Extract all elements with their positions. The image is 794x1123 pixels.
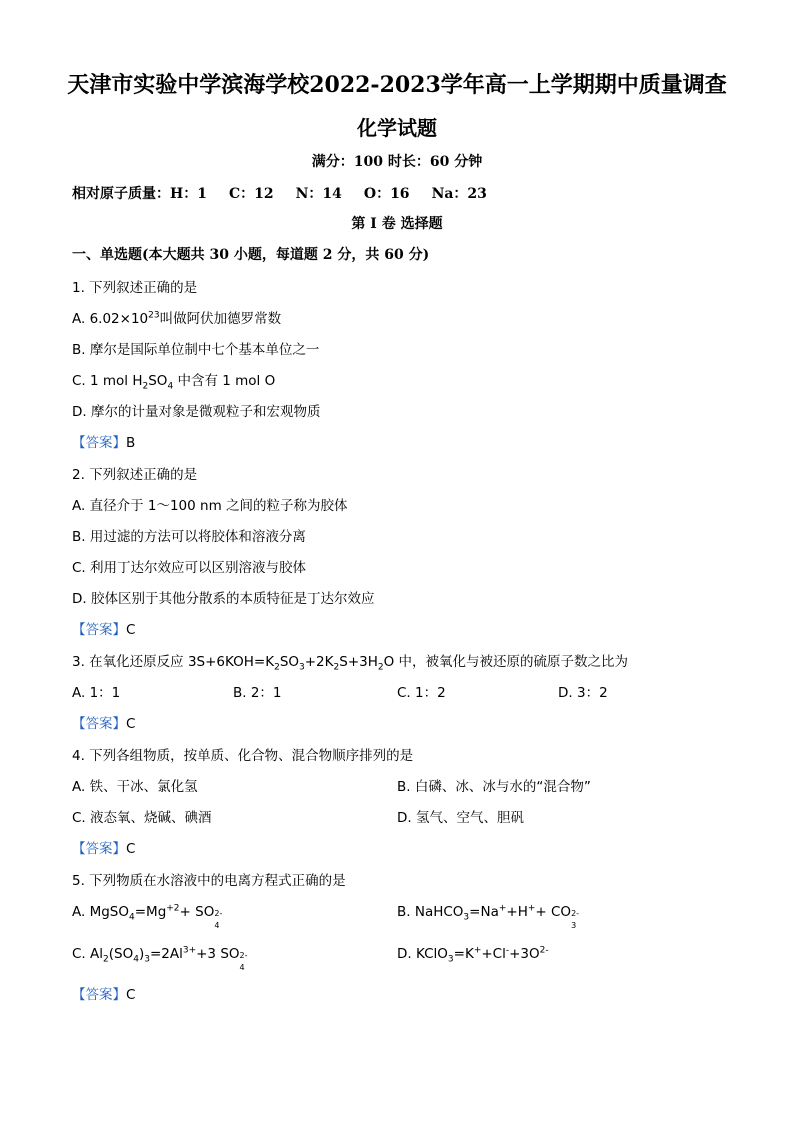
part-heading: 第 I 卷 选择题 xyxy=(351,216,443,232)
q5-option-c: C. $Al_2(SO_4)_3=2Al^{3+}+3$ SO 2- 4 xyxy=(72,945,248,972)
atomic-mass-o: O：16 xyxy=(363,186,410,202)
q3-option-d: D. 3：2 xyxy=(558,685,608,701)
q3-option-c: C. 1：2 xyxy=(397,685,446,701)
atomic-mass-na: Na：23 xyxy=(431,186,487,202)
q5-option-a: A. $MgSO_4=Mg^{+2}+$ SO 2- 4 xyxy=(72,903,223,930)
q4-option-c: C. 液态氧、烧碱、碘酒 xyxy=(72,810,212,826)
q3-option-a: A. 1：1 xyxy=(72,685,121,701)
atomic-mass-c: C：12 xyxy=(228,186,274,202)
atomic-label: 相对原子质量： xyxy=(72,186,170,202)
answer-label: 【答案】 xyxy=(72,716,126,732)
q2-option-d: D. 胶体区别于其他分散系的本质特征是丁达尔效应 xyxy=(72,591,375,607)
q2-option-a: A. 直径介于 1～100 nm 之间的粒子称为胶体 xyxy=(72,498,348,514)
section-heading: 一、单选题(本大题共 30 小题，每道题 2 分，共 60 分) xyxy=(72,247,430,263)
exam-meta: 满分：100 时长：60 分钟 xyxy=(311,154,483,170)
page-subtitle: 化学试题 xyxy=(357,116,437,140)
q3-stem: 3. 在氧化还原反应 $3S+6KOH=K_2SO_3+2K_2S+3H_2O$ 中，被氧化与被还原的硫原子数之比为 xyxy=(72,654,629,673)
q1-option-d: D. 摩尔的计量对象是微观粒子和宏观物质 xyxy=(72,404,321,420)
atomic-mass-n: N：14 xyxy=(295,186,342,202)
q5-stem: 5. 下列物质在水溶液中的电离方程式正确的是 xyxy=(72,873,346,889)
atomic-masses xyxy=(72,183,509,203)
q1-stem: 1. 下列叙述正确的是 xyxy=(72,280,198,296)
q4-option-a: A. 铁、干冰、氯化氢 xyxy=(72,779,198,795)
page-title: 天津市实验中学滨海学校2022-2023学年高一上学期期中质量调查 xyxy=(67,72,727,98)
q1-answer: 【答案】B xyxy=(72,435,136,451)
answer-label: 【答案】 xyxy=(72,841,126,857)
q1-option-a: A. $6.02\times 10^{23}$叫做阿伏加德罗常数 xyxy=(72,310,282,327)
q3-option-b: B. 2：1 xyxy=(233,685,282,701)
q4-answer: 【答案】C xyxy=(72,841,136,857)
q4-stem: 4. 下列各组物质，按单质、化合物、混合物顺序排列的是 xyxy=(72,748,414,764)
q5-option-b: B. NaHCO$_3$=Na++H++ CO 2- 3 xyxy=(397,903,580,930)
q4-option-b: B. 白磷、冰、冰与水的“混合物” xyxy=(397,779,591,795)
q1-option-b: B. 摩尔是国际单位制中七个基本单位之一 xyxy=(72,342,320,358)
q2-option-c: C. 利用丁达尔效应可以区别溶液与胶体 xyxy=(72,560,307,576)
q5-option-d: D. $KClO_3=K^++Cl^-+3O^{2-}$ xyxy=(397,945,549,965)
answer-label: 【答案】 xyxy=(72,435,126,451)
answer-label: 【答案】 xyxy=(72,987,126,1003)
q2-stem: 2. 下列叙述正确的是 xyxy=(72,467,198,483)
q2-option-b: B. 用过滤的方法可以将胶体和溶液分离 xyxy=(72,529,306,545)
answer-label: 【答案】 xyxy=(72,622,126,638)
q2-answer: 【答案】C xyxy=(72,622,136,638)
atomic-mass-h: H：1 xyxy=(170,186,207,202)
q5-answer: 【答案】C xyxy=(72,987,136,1003)
q1-option-c: C. 1 mol $H_2SO_4$ 中含有 1 mol O xyxy=(72,373,276,392)
q3-answer: 【答案】C xyxy=(72,716,136,732)
q4-option-d: D. 氢气、空气、胆矾 xyxy=(397,810,524,826)
